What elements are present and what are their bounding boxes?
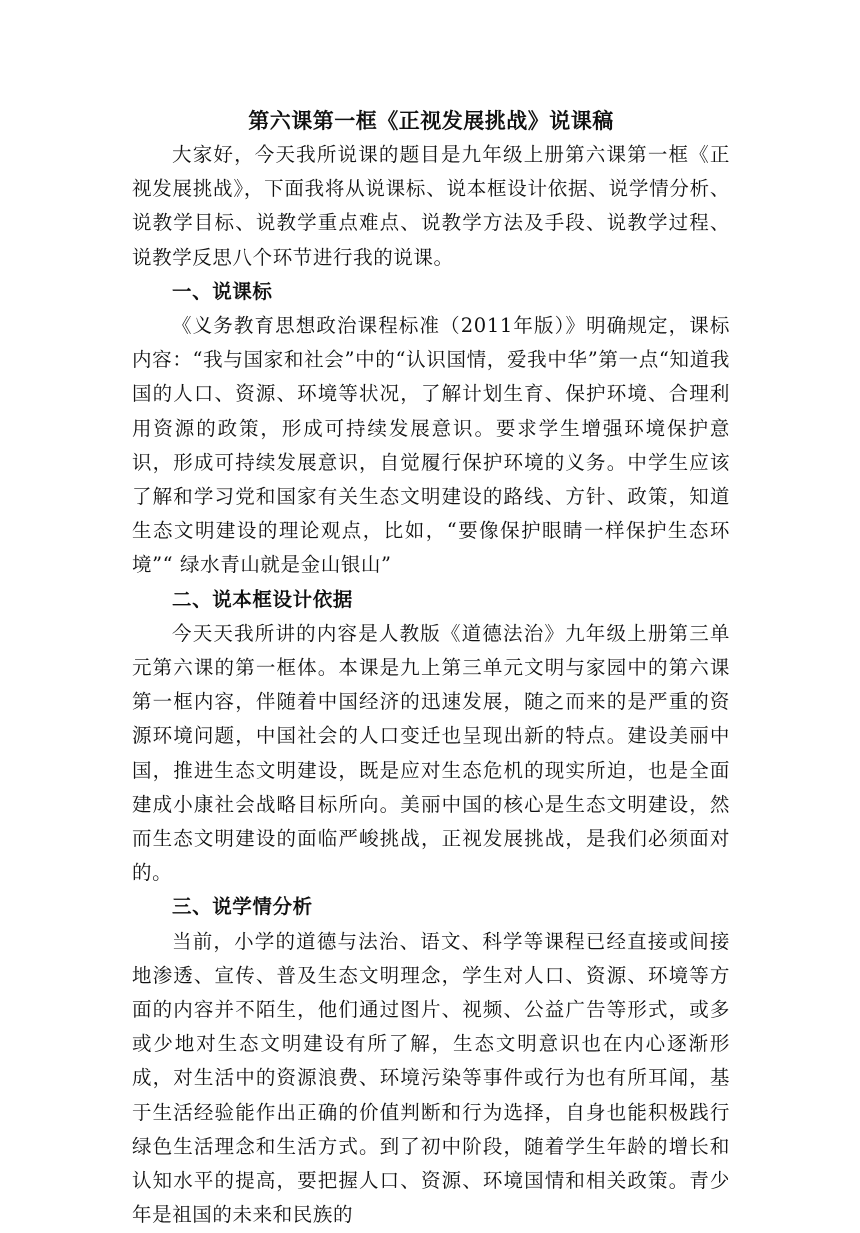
- section-heading-curriculum-standard: 一、说课标: [172, 279, 273, 303]
- section-body-curriculum-standard: 《义务教育思想政治课程标准（2011年版）》明确规定，课标内容：“我与国家和社会”中的“认识国情，爱我中华”第一点“知道我国的人口、资源、环境等状况，了解计划生育、保护环境、合理利用资源的政策，形成可持续发展意识。要求学生增强环境保护意识，形成可持续发展意识，自觉履行保护环境的义务。中学生应该了解和学习党和国家有关生态文明建设的路线、方针、政策，知道生态文明建设的理论观点，比如，“要像保护眼睛一样保护生态环境”“ 绿水青山就是金山银山”: [132, 314, 730, 577]
- intro-paragraph: 大家好，今天我所说课的题目是九年级上册第六课第一框《正视发展挑战》，下面我将从说课标、说本框设计依据、说学情分析、说教学目标、说教学重点难点、说教学方法及手段、说教学过程、说教学反思八个环节进行我的说课。: [132, 143, 730, 269]
- section-heading-student-analysis: 三、说学情分析: [172, 895, 313, 919]
- document-title: 第六课第一框《正视发展挑战》说课稿: [248, 108, 614, 133]
- section-body-design-basis: 今天天我所讲的内容是人教版《道德法治》九年级上册第三单元第六课的第一框体。本课是九上第三单元文明与家园中的第六课第一框内容，伴随着中国经济的迅速发展，随之而来的是严重的资源环境问题，中国社会的人口变迁也呈现出新的特点。建设美丽中国，推进生态文明建设，既是应对生态危机的现实所迫，也是全面建成小康社会战略目标所向。美丽中国的核心是生态文明建设，然而生态文明建设的面临严峻挑战，正视发展挑战，是我们必须面对的。: [132, 621, 730, 885]
- document-content: [132, 104, 730, 1233]
- section-body-student-analysis: 当前，小学的道德与法治、语文、科学等课程已经直接或间接地渗透、宣传、普及生态文明理念，学生对人口、资源、环境等方面的内容并不陌生，他们通过图片、视频、公益广告等形式，或多或少地对生态文明建设有所了解，生态文明意识也在内心逐渐形成，对生活中的资源浪费、环境污染等事件或行为也有所耳闻，基于生活经验能作出正确的价值判断和行为选择，自身也能积极践行绿色生活理念和生活方式。到了初中阶段，随着学生年龄的增长和认知水平的提高，要把握人口、资源、环境国情和相关政策。青少年是祖国的未来和民族的: [132, 929, 730, 1227]
- section-heading-design-basis: 二、说本框设计依据: [172, 587, 353, 611]
